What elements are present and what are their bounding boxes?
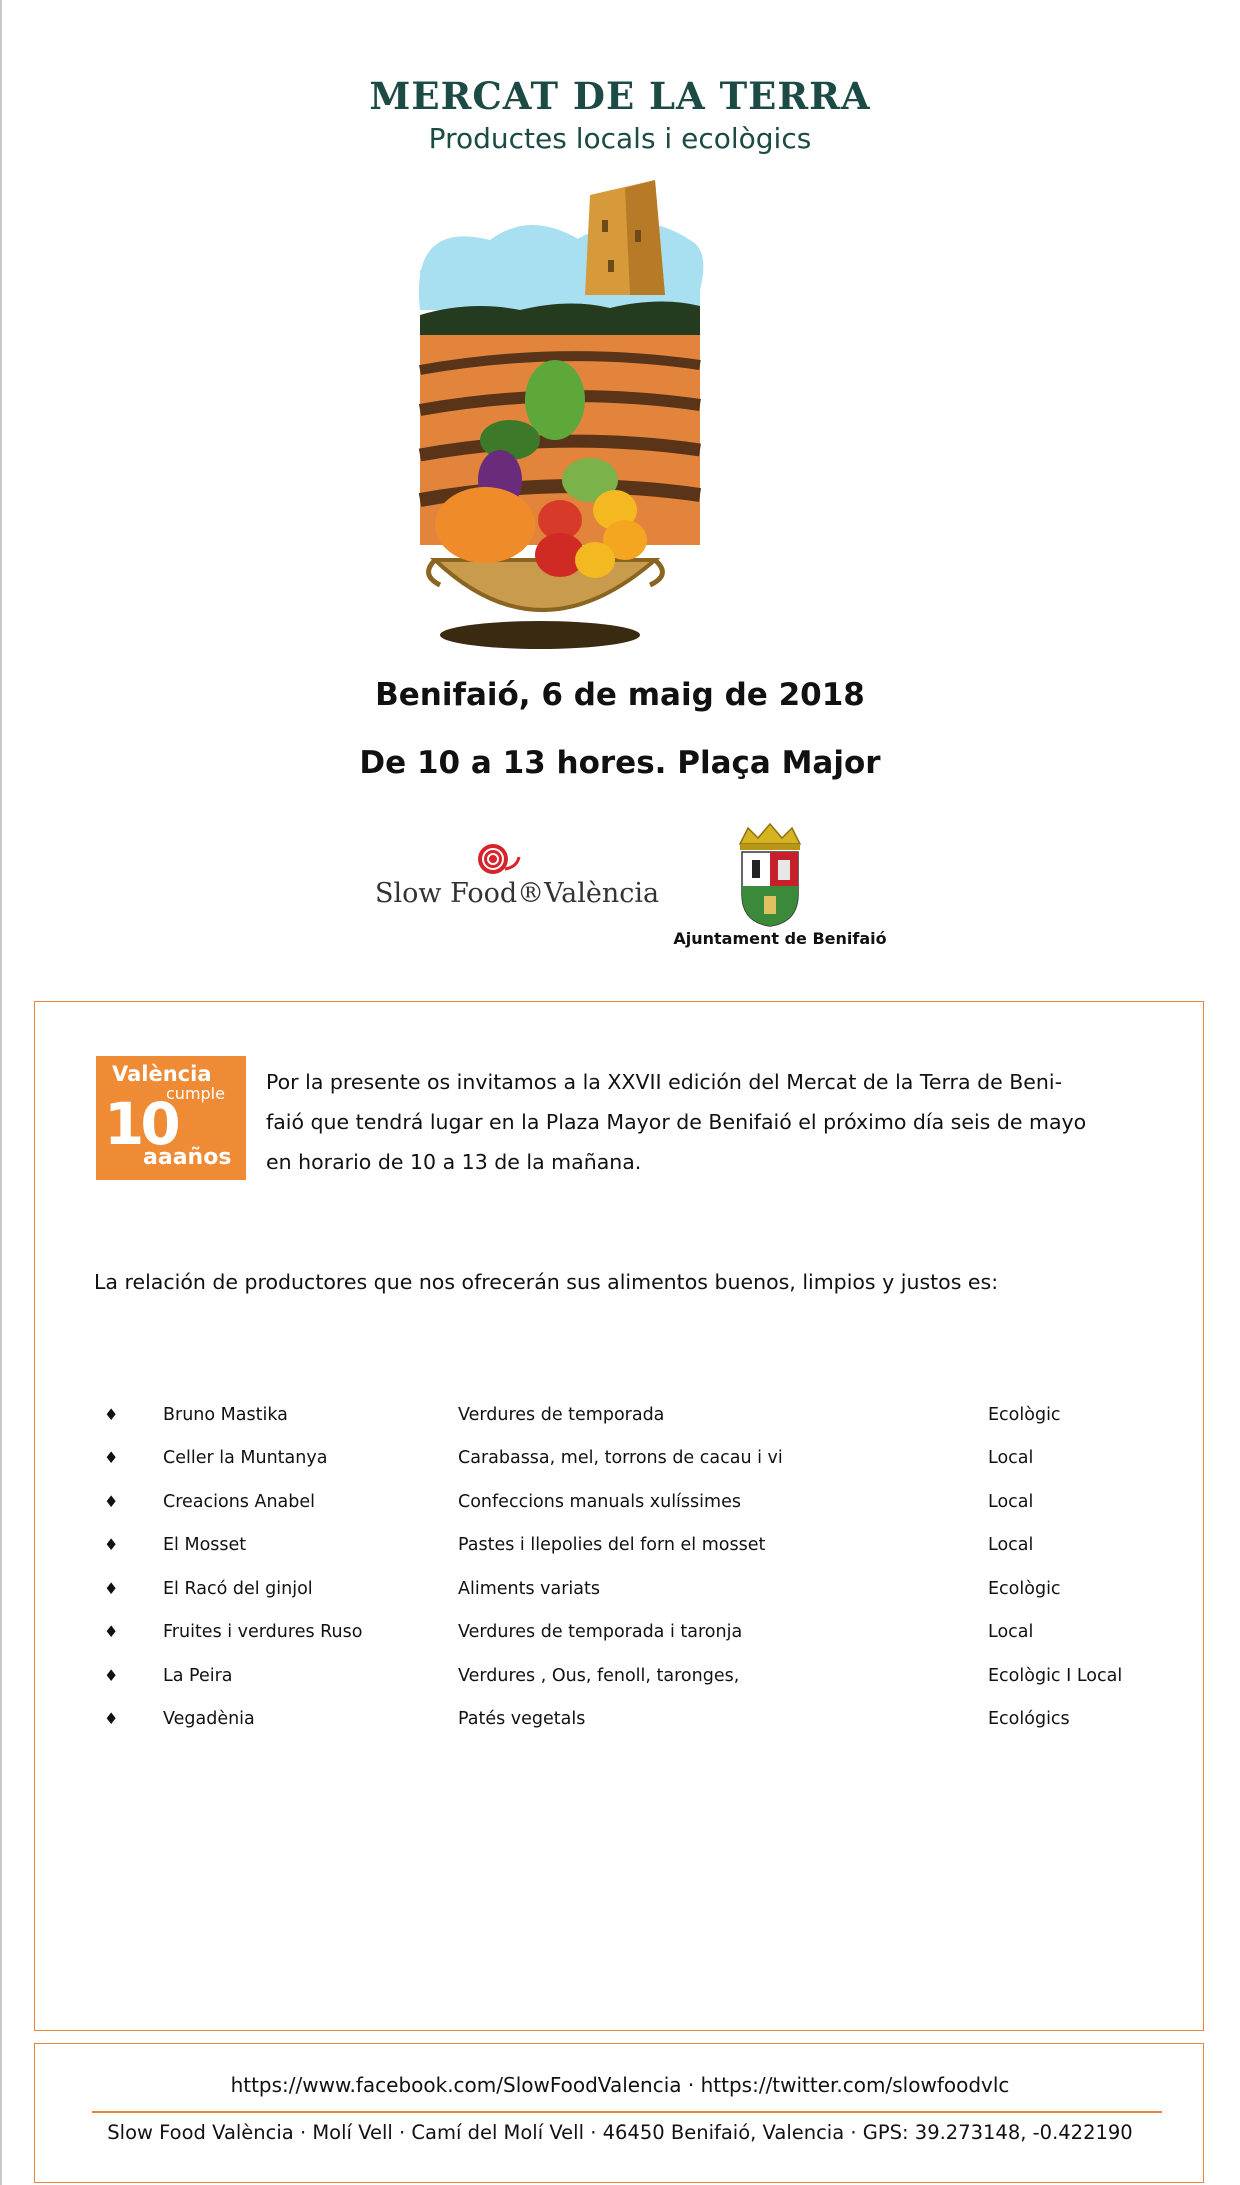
producer-name: Bruno Mastika	[163, 1405, 288, 1425]
producer-type: Ecológics	[988, 1709, 1070, 1729]
producer-name: Vegadènia	[163, 1709, 255, 1729]
producer-type: Ecològic	[988, 1579, 1061, 1599]
invitation-text	[266, 1062, 1166, 1182]
valencia-badge-line3: aaaños	[143, 1145, 232, 1170]
producer-row	[0, 1622, 1240, 1652]
producer-name: El Mosset	[163, 1535, 247, 1555]
bullet-icon: ♦	[104, 1405, 119, 1424]
producer-type: Local	[988, 1492, 1034, 1512]
bullet-icon: ♦	[104, 1579, 119, 1598]
producer-products: Patés vegetals	[458, 1709, 586, 1729]
event-date: Benifaió, 6 de maig de 2018	[375, 677, 865, 713]
producer-products: Carabassa, mel, torrons de cacau i vi	[458, 1448, 783, 1468]
producer-products: Verdures de temporada i taronja	[458, 1622, 743, 1642]
producer-type: Local	[988, 1448, 1034, 1468]
producer-name: La Peira	[163, 1666, 233, 1686]
bullet-icon: ♦	[104, 1535, 119, 1554]
producer-type: Local	[988, 1622, 1034, 1642]
producer-name: Creacions Anabel	[163, 1492, 316, 1512]
footer-address: Slow Food València · Molí Vell · Camí del Molí Vell · 46450 Benifaió, Valencia · GPS: 39.273148, -0.422190	[107, 2121, 1133, 2144]
producer-name: El Racó del ginjol	[163, 1579, 313, 1599]
producer-row	[0, 1666, 1240, 1696]
producer-products: Pastes i llepolies del forn el mosset	[458, 1535, 766, 1555]
valencia-badge-number: 10	[104, 1090, 177, 1158]
invitation-line: Por la presente os invitamos a la XXVII edición del Mercat de la Terra de Beni-	[266, 1070, 1062, 1094]
producer-name: Celler la Muntanya	[163, 1448, 328, 1468]
producer-row	[0, 1579, 1240, 1609]
page-edge	[0, 0, 2, 2185]
producer-row	[0, 1709, 1240, 1739]
producer-type: Ecològic I Local	[988, 1666, 1123, 1686]
bullet-icon: ♦	[104, 1666, 119, 1685]
bullet-icon: ♦	[104, 1448, 119, 1467]
producer-row	[0, 1405, 1240, 1435]
bullet-icon: ♦	[104, 1622, 119, 1641]
market-illustration	[410, 180, 830, 670]
invitation-line: en horario de 10 a 13 de la mañana.	[266, 1150, 642, 1174]
invitation-line: faió que tendrá lugar en la Plaza Mayor de Benifaió el próximo día seis de mayo	[266, 1110, 1087, 1134]
valencia-badge-line2: cumple	[166, 1084, 225, 1103]
slow-food-logo: Slow Food®València	[375, 878, 660, 909]
page-subtitle: Productes locals i ecològics	[428, 122, 812, 155]
valencia-badge-line1: València	[112, 1062, 212, 1086]
producer-type: Ecològic	[988, 1405, 1061, 1425]
footer-divider	[92, 2111, 1162, 2113]
producer-type: Local	[988, 1535, 1034, 1555]
page-title: MERCAT DE LA TERRA	[369, 74, 871, 118]
producers-intro: La relación de productores que nos ofrecerán sus alimentos buenos, limpios y justos es:	[94, 1270, 999, 1294]
producer-name: Fruites i verdures Ruso	[163, 1622, 363, 1642]
bullet-icon: ♦	[104, 1709, 119, 1728]
event-time: De 10 a 13 hores. Plaça Major	[359, 745, 881, 781]
coat-of-arms-icon	[734, 822, 806, 928]
producer-products: Confeccions manuals xulíssimes	[458, 1492, 741, 1512]
producer-row	[0, 1492, 1240, 1522]
bullet-icon: ♦	[104, 1492, 119, 1511]
footer-panel	[34, 2043, 1204, 2183]
ayuntamiento-label: Ajuntament de Benifaió	[673, 929, 887, 948]
producer-products: Aliments variats	[458, 1579, 600, 1599]
footer-social-links[interactable]: https://www.facebook.com/SlowFoodValencia · https://twitter.com/slowfoodvlc	[230, 2073, 1010, 2097]
producer-products: Verdures , Ous, fenoll, taronges,	[458, 1666, 740, 1686]
producer-row	[0, 1448, 1240, 1478]
producer-row	[0, 1535, 1240, 1565]
producer-products: Verdures de temporada	[458, 1405, 665, 1425]
